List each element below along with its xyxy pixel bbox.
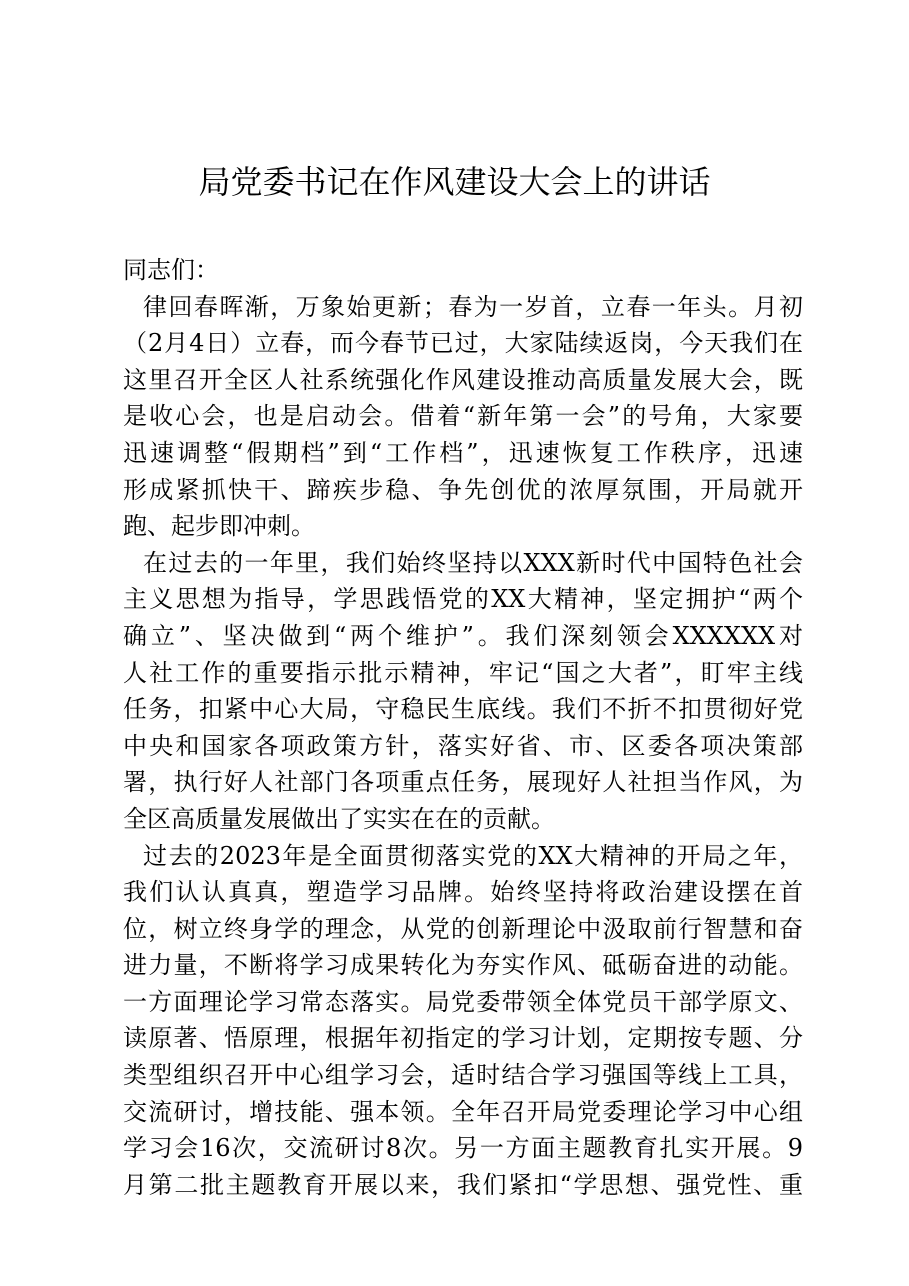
document-title: 局党委书记在作风建设大会上的讲话 bbox=[198, 163, 711, 201]
text-line: 月第二批主题教育开展以来，我们紧扣“学思想、强党性、重 bbox=[123, 1170, 803, 1199]
text-line: 任务，扣紧中心大局，守稳民生底线。我们不折不扣贯彻好党 bbox=[123, 695, 803, 724]
text-line: 进力量，不断将学习成果转化为夯实作风、砥砺奋进的动能。 bbox=[123, 951, 803, 980]
salutation: 同志们： bbox=[123, 256, 219, 284]
text-line: 形成紧抓快干、蹄疾步稳、争先创优的浓厚氛围，开局就开 bbox=[123, 475, 803, 504]
text-line: 一方面理论学习常态落实。局党委带领全体党员干部学原文、 bbox=[123, 987, 803, 1016]
text-line: 位，树立终身学的理念，从党的创新理论中汲取前行智慧和奋 bbox=[123, 914, 803, 943]
text-line: 人社工作的重要指示批示精神，牢记“国之大者”，盯牢主线 bbox=[123, 658, 803, 687]
text-line: 在过去的一年里，我们始终坚持以XXX新时代中国特色社会 bbox=[143, 548, 803, 577]
text-line: 是收心会，也是启动会。借着“新年第一会”的号角，大家要 bbox=[123, 402, 803, 431]
text-line: 律回春晖渐，万象始更新；春为一岁首，立春一年头。月初 bbox=[143, 292, 803, 321]
text-line: 过去的2023年是全面贯彻落实党的XX大精神的开局之年， bbox=[143, 841, 803, 870]
document-body bbox=[123, 252, 803, 1203]
text-line: 主义思想为指导，学思践悟党的XX大精神，坚定拥护“两个 bbox=[123, 585, 803, 614]
text-line: 确立”、坚决做到“两个维护”。我们深刻领会XXXXXX对 bbox=[123, 621, 803, 650]
text-line: 交流研讨，增技能、强本领。全年召开局党委理论学习中心组 bbox=[123, 1097, 803, 1126]
text-line: 类型组织召开中心组学习会，适时结合学习强国等线上工具， bbox=[123, 1061, 803, 1090]
text-line: 署，执行好人社部门各项重点任务，展现好人社担当作风，为 bbox=[123, 768, 803, 797]
text-line: 跑、起步即冲刺。 bbox=[123, 512, 315, 541]
text-line: 全区高质量发展做出了实实在在的贡献。 bbox=[123, 804, 555, 833]
paragraph-lines bbox=[123, 289, 803, 1204]
text-line: 读原著、悟原理，根据年初指定的学习计划，定期按专题、分 bbox=[123, 1024, 803, 1053]
text-line: 中央和国家各项政策方针，落实好省、市、区委各项决策部 bbox=[123, 731, 803, 760]
text-line: 这里召开全区人社系统强化作风建设推动高质量发展大会，既 bbox=[123, 365, 803, 394]
text-line: 我们认认真真，塑造学习品牌。始终坚持将政治建设摆在首 bbox=[123, 878, 803, 907]
text-line: （2月4日）立春，而今春节已过，大家陆续返岗，今天我们在 bbox=[123, 329, 803, 358]
text-line: 学习会16次，交流研讨8次。另一方面主题教育扎实开展。9 bbox=[123, 1134, 803, 1163]
text-line: 迅速调整“假期档”到“工作档”，迅速恢复工作秩序，迅速 bbox=[123, 438, 803, 467]
